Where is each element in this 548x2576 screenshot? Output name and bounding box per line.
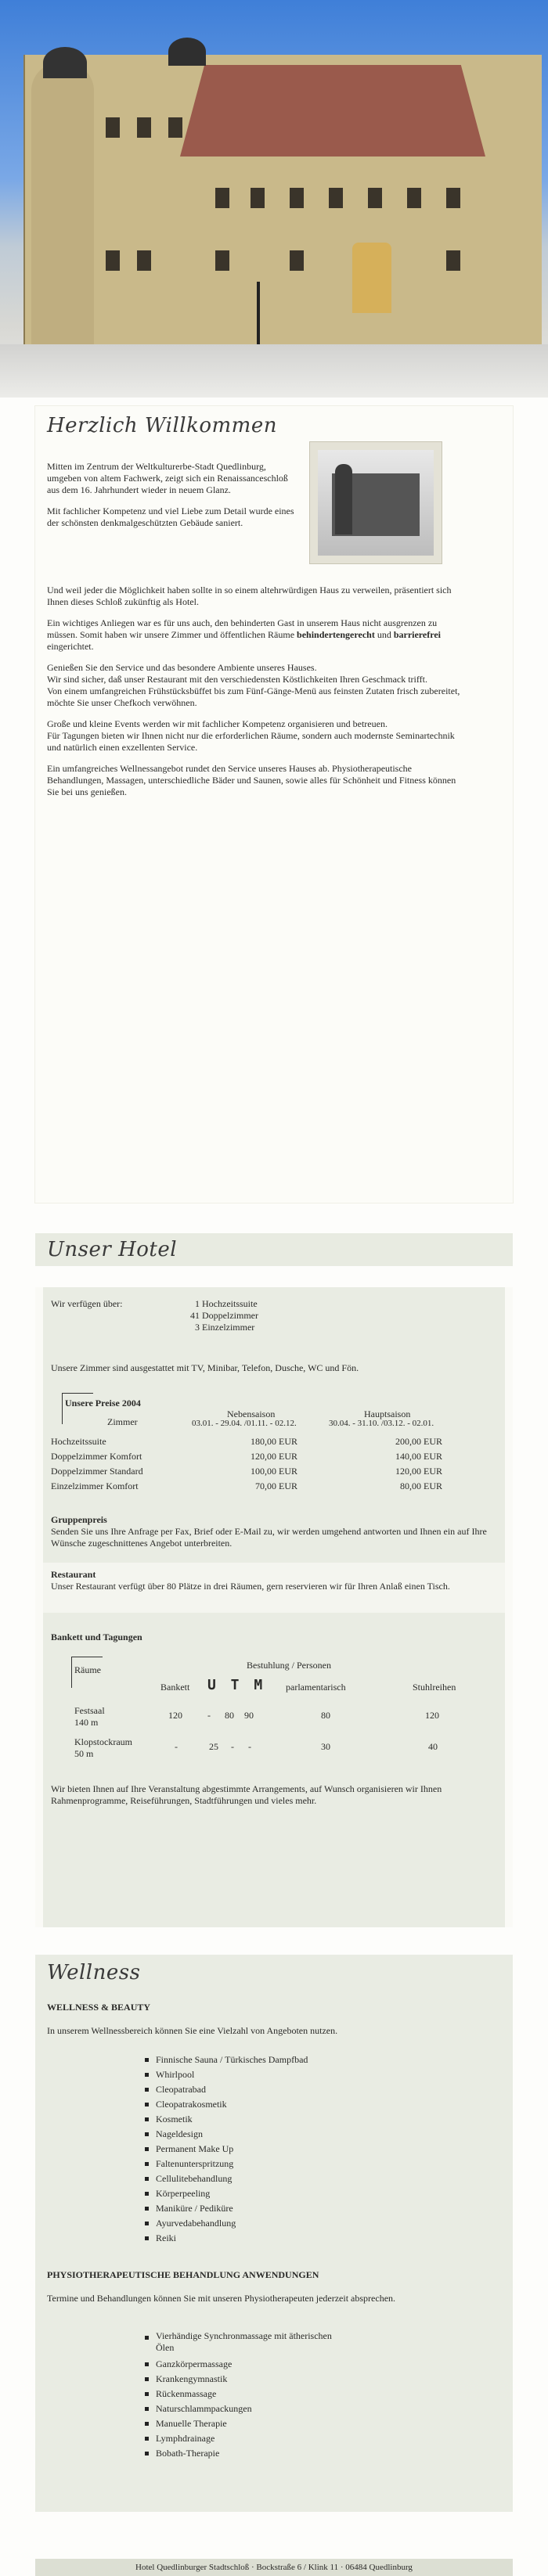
- list-item: Cellulitebehandlung: [145, 2171, 442, 2186]
- list-item: Reiki: [145, 2231, 442, 2246]
- bankett-col-parl: parlamentarisch: [286, 1682, 346, 1693]
- list-item: Körperpeeling: [145, 2186, 442, 2201]
- welcome-title: Herzlich Willkommen: [47, 414, 277, 437]
- snowy-street: [0, 344, 548, 398]
- rooms-label: Wir verfügen über:: [51, 1298, 123, 1309]
- rooms-item: 3 Einzelzimmer: [195, 1322, 255, 1333]
- advertising-column: [352, 243, 391, 313]
- welcome-intro-2: Mit fachlicher Kompetenz und viel Liebe zum Detail wurde eines der schönsten denkmalgeschützten Gebäude saniert.: [47, 505, 294, 528]
- list-item: Nageldesign: [145, 2127, 442, 2142]
- beauty-list: [145, 2053, 442, 2246]
- list-item: Rückenmassage: [145, 2387, 348, 2402]
- welcome-section: [34, 405, 514, 1203]
- list-item: Whirlpool: [145, 2067, 442, 2082]
- bankett-col-raeume: Räume: [74, 1664, 101, 1675]
- hotel-section: [35, 1287, 513, 1927]
- physio-title: PHYSIOTHERAPEUTISCHE BEHANDLUNG ANWENDUNGEN: [47, 2269, 319, 2280]
- welcome-paragraph-2: Ein wichtiges Anliegen war es für uns auch, den behinderten Gast in unserem Haus nicht ausgrenzen zu müssen. Somit haben wir unsere Zimmer und öffentlichen Räume behindertengerecht und barrierefrei eingerichtet.: [47, 617, 441, 652]
- group-price-text: Senden Sie uns Ihre Anfrage per Fax, Brief oder E-Mail zu, wir werden umgehend antworten und Ihnen ein auf Ihre Wünsche zugeschnittenes Angebot unterbreiten.: [51, 1526, 487, 1549]
- list-item: Krankengymnastik: [145, 2372, 348, 2387]
- price-row: Doppelzimmer Komfort 120,00 EUR 140,00 EUR: [51, 1451, 442, 1462]
- physio-list: [145, 2330, 348, 2461]
- list-item: Manuelle Therapie: [145, 2416, 348, 2431]
- castle-tower: [31, 63, 94, 352]
- tower-dome-2: [168, 38, 206, 66]
- bankett-row: Festsaal 140 m 120 - 80 90 80 120: [74, 1705, 439, 1728]
- welcome-paragraph-1: Und weil jeder die Möglichkeit haben sollte in so einem altehrwürdigen Haus zu verweilen, präsentiert sich Ihnen dieses Schloß zukünftig als Hotel.: [47, 585, 452, 607]
- beauty-text: In unserem Wellnessbereich können Sie eine Vielzahl von Angeboten nutzen.: [47, 2025, 338, 2036]
- list-item: Ganzkörpermassage: [145, 2357, 348, 2372]
- castle-roof: [180, 55, 485, 157]
- list-item: Ayurvedabehandlung: [145, 2216, 442, 2231]
- hero-photo: [0, 0, 548, 398]
- tower-dome: [43, 47, 87, 78]
- list-item: Naturschlammpackungen: [145, 2402, 348, 2416]
- bankett-row: Klopstockraum 50 m - 25 - - 30 40: [74, 1736, 438, 1759]
- list-item: Cleopatrakosmetik: [145, 2097, 442, 2112]
- restaurant-text: Unser Restaurant verfügt über 80 Plätze in drei Räumen, gern reservieren wir für Ihren Anlaß einen Tisch.: [51, 1581, 450, 1592]
- wellness-title: Wellness: [47, 1961, 141, 1984]
- list-item: Faltenunterspritzung: [145, 2157, 442, 2171]
- physio-text: Termine und Behandlungen können Sie mit unseren Physiotherapeuten jederzeit absprechen.: [47, 2293, 396, 2304]
- hotel-title: Unser Hotel: [47, 1238, 178, 1261]
- beauty-title: WELLNESS & BEAUTY: [47, 2002, 151, 2013]
- footer: [35, 2559, 513, 2576]
- price-col-neben-dates: 03.01. - 29.04. /01.11. - 02.12.: [192, 1419, 297, 1428]
- list-item: Maniküre / Pediküre: [145, 2201, 442, 2216]
- castle-thumbnail: [309, 441, 442, 564]
- price-col-room: Zimmer: [107, 1416, 138, 1427]
- price-col-haupt: Hauptsaison: [364, 1409, 411, 1419]
- restaurant-box: [43, 1563, 505, 1613]
- welcome-intro-1: Mitten im Zentrum der Weltkulturerbe-Stadt Quedlinburg, umgeben von altem Fachwerk, zeigt sich ein Renaissanceschloß aus dem 16. Jahrhundert wieder in neuem Glanz.: [47, 461, 288, 495]
- rooms-item: 41 Doppelzimmer: [190, 1310, 258, 1321]
- welcome-paragraph-4: Große und kleine Events werden wir mit fachlicher Kompetenz organisieren und betreuen. Für Tagungen bieten wir Ihnen nicht nur die erforderlichen Räume, sondern auch modernste Seminartechnik und natürlich einen exzellenten Service.: [47, 718, 455, 753]
- rooms-item: 1 Hochzeitssuite: [195, 1298, 258, 1309]
- price-col-neben: Nebensaison: [227, 1409, 276, 1419]
- list-item: Permanent Make Up: [145, 2142, 442, 2157]
- bankett-title: Bankett und Tagungen: [51, 1632, 142, 1642]
- castle-thumbnail-photo: [318, 450, 434, 556]
- welcome-paragraph-5: Ein umfangreiches Wellnessangebot rundet den Service unseres Hauses ab. Physiotherapeutische Behandlungen, Massagen, unterschiedliche Bäder und Saunen, sowie alles für Schönheit und Fitness können Sie bei uns genießen.: [47, 763, 456, 797]
- price-row: Hochzeitssuite 180,00 EUR 200,00 EUR: [51, 1436, 442, 1447]
- welcome-paragraph-3: Genießen Sie den Service und das besondere Ambiente unseres Hauses. Wir sind sicher, daß unser Restaurant mit den verschiedensten Köstlichkeiten Ihren Geschmack trifft. Von einem umfangreichen Frühstücksbüffet bis zum Fünf-Gänge-Menü aus feinsten Zutaten frisch zubereitet, möchte Sie unser Chefkoch verwöhnen.: [47, 662, 460, 708]
- bankett-col-bestuhlung: Bestuhlung / Personen: [247, 1660, 331, 1671]
- price-row: Einzelzimmer Komfort 70,00 EUR 80,00 EUR: [51, 1480, 442, 1491]
- restaurant-title: Restaurant: [51, 1569, 96, 1580]
- price-row: Doppelzimmer Standard 100,00 EUR 120,00 EUR: [51, 1466, 442, 1477]
- price-title: Unsere Preise 2004: [65, 1398, 141, 1409]
- price-col-haupt-dates: 30.04. - 31.10. /03.12. - 02.01.: [329, 1419, 434, 1428]
- list-item: Finnische Sauna / Türkisches Dampfbad: [145, 2053, 442, 2067]
- bankett-col-bankett: Bankett: [160, 1682, 190, 1693]
- list-item: Bobath-Therapie: [145, 2446, 348, 2461]
- rooms-equipment: Unsere Zimmer sind ausgestattet mit TV, Minibar, Telefon, Dusche, WC und Fön.: [51, 1362, 359, 1373]
- list-item: Kosmetik: [145, 2112, 442, 2127]
- list-item: Cleopatrabad: [145, 2082, 442, 2097]
- group-price-title: Gruppenpreis: [51, 1514, 107, 1525]
- bankett-col-utm: U T M: [207, 1677, 266, 1693]
- hotel-title-bar: [35, 1233, 513, 1266]
- list-item: Vierhändige Synchronmassage mit ätherischen Ölen: [145, 2330, 348, 2354]
- bankett-section: [51, 1632, 489, 1819]
- street-lamp: [257, 282, 260, 344]
- footer-address: Hotel Quedlinburger Stadtschloß · Bockstraße 6 / Klink 11 · 06484 Quedlinburg: [135, 2563, 413, 2572]
- list-item: Lymphdrainage: [145, 2431, 348, 2446]
- bankett-text: Wir bieten Ihnen auf Ihre Veranstaltung abgestimmte Arrangements, auf Wunsch organisieren wir Ihnen Rahmenprogramme, Reiseführungen, Stadtführungen und vieles mehr.: [51, 1783, 442, 1806]
- wellness-section: [35, 1955, 513, 2512]
- bankett-col-stuhl: Stuhlreihen: [413, 1682, 456, 1693]
